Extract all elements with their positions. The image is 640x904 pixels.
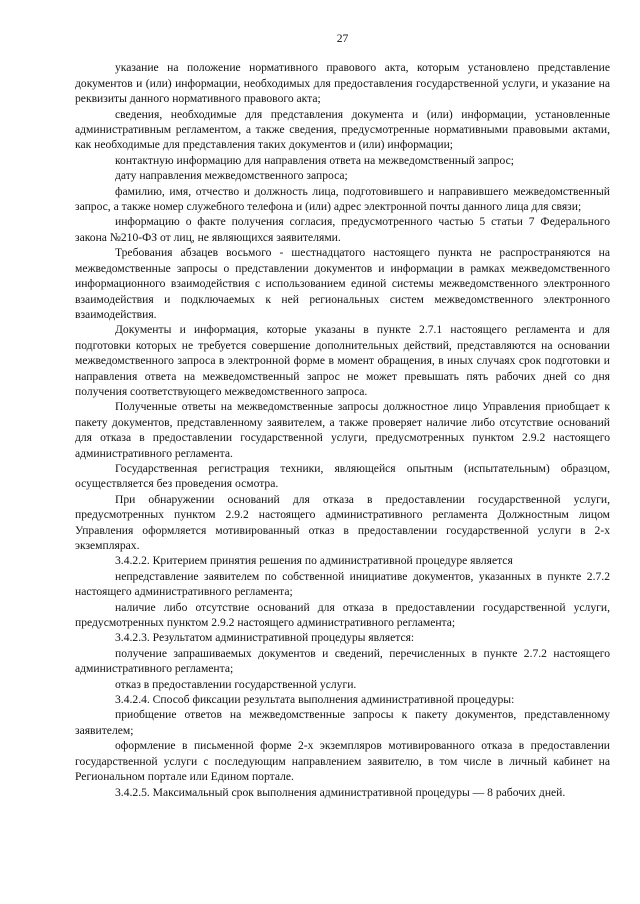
document-body [75, 60, 610, 800]
paragraph: получение запрашиваемых документов и сведений, перечисленных в пункте 2.7.2 настоящего административного регламента; [75, 646, 610, 676]
paragraph: непредставление заявителем по собственной инициативе документов, указанных в пункте 2.7.2 настоящего административного регламента; [75, 569, 610, 599]
paragraph: приобщение ответов на межведомственные запросы к пакету документов, представленному заявителем; [75, 708, 610, 737]
paragraph: 3.4.2.3. Результатом административной процедуры является: [115, 631, 415, 645]
paragraph: 3.4.2.2. Критерием принятия решения по административной процедуре является [115, 554, 513, 568]
paragraph: При обнаружении оснований для отказа в предоставлении государственной услуги, предусмотренных пунктом 2.9.2 настоящего административного регламента Должностным лицом Управления оформляется мотивированный отказ в предоставлении государственной услуги в 2-х экземплярах. [75, 492, 610, 552]
paragraph: информацию о факте получения согласия, предусмотренного частью 5 статьи 7 Федерального закона №210-ФЗ от лиц, не являющихся заявителями. [75, 215, 610, 244]
paragraph: Документы и информация, которые указаны в пункте 2.7.1 настоящего регламента и для подготовки которых не требуется совершение дополнительных действий, представляются на основании межведомственного запроса в электронной форме в момент обращения, в иных случаях срок подготовки и направления ответа на межведомственный запрос не может превышать пять рабочих дней со дня получения соответствующего межведомственного запроса. [75, 323, 610, 398]
paragraph: Требования абзацев восьмого - шестнадцатого настоящего пункта не распространяются на межведомственные запросы о представлении документов и информации в рамках межведомственного информационного взаимодействия с использованием единой системы межведомственного электронного взаимодействия и подключаемых к ней региональных систем межведомственного электронного взаимодействия. [75, 246, 610, 321]
paragraph: сведения, необходимые для представления документа и (или) информации, установленные административным регламентом, а также сведения, предусмотренные нормативными правовыми актами, как необходимые для представления таких документов и (или) информации; [75, 107, 610, 152]
paragraph: оформление в письменной форме 2-х экземпляров мотивированного отказа в предоставлении государственной услуги с последующим направлением заявителю, в том числе в личный кабинет на Региональном портале или Едином портале. [75, 739, 610, 784]
paragraph: 3.4.2.5. Максимальный срок выполнения административной процедуры — 8 рабочих дней. [115, 785, 566, 799]
paragraph: наличие либо отсутствие оснований для отказа в предоставлении государственной услуги, предусмотренных пунктом 2.9.2 настоящего административного регламента; [75, 600, 610, 630]
paragraph: фамилию, имя, отчество и должность лица, подготовившего и направившего межведомственный запрос, а также номер служебного телефона и (или) адрес электронной почты данного лица для связи; [75, 184, 610, 214]
paragraph: 3.4.2.4. Способ фиксации результата выполнения административной процедуры: [115, 693, 515, 707]
paragraph: указание на положение нормативного правового акта, которым установлено представление документов и (или) информации, необходимых для предоставления государственной услуги, и указание на реквизиты данного нормативного правового акта; [75, 61, 610, 106]
paragraph: отказ в предоставлении государственной услуги. [115, 677, 357, 691]
paragraph: дату направления межведомственного запроса; [115, 169, 348, 183]
paragraph: Полученные ответы на межведомственные запросы должностное лицо Управления приобщает к пакету документов, представленному заявителем, а также проверяет наличие либо отсутствие оснований для отказа в предоставлении государственной услуги, предусмотренных пунктом 2.9.2 настоящего административного регламента. [75, 400, 610, 460]
paragraph: контактную информацию для направления ответа на межведомственный запрос; [115, 153, 514, 167]
page-number: 27 [336, 32, 349, 45]
paragraph: Государственная регистрация техники, являющейся опытным (испытательным) образцом, осуществляется без проведения осмотра. [75, 461, 610, 491]
